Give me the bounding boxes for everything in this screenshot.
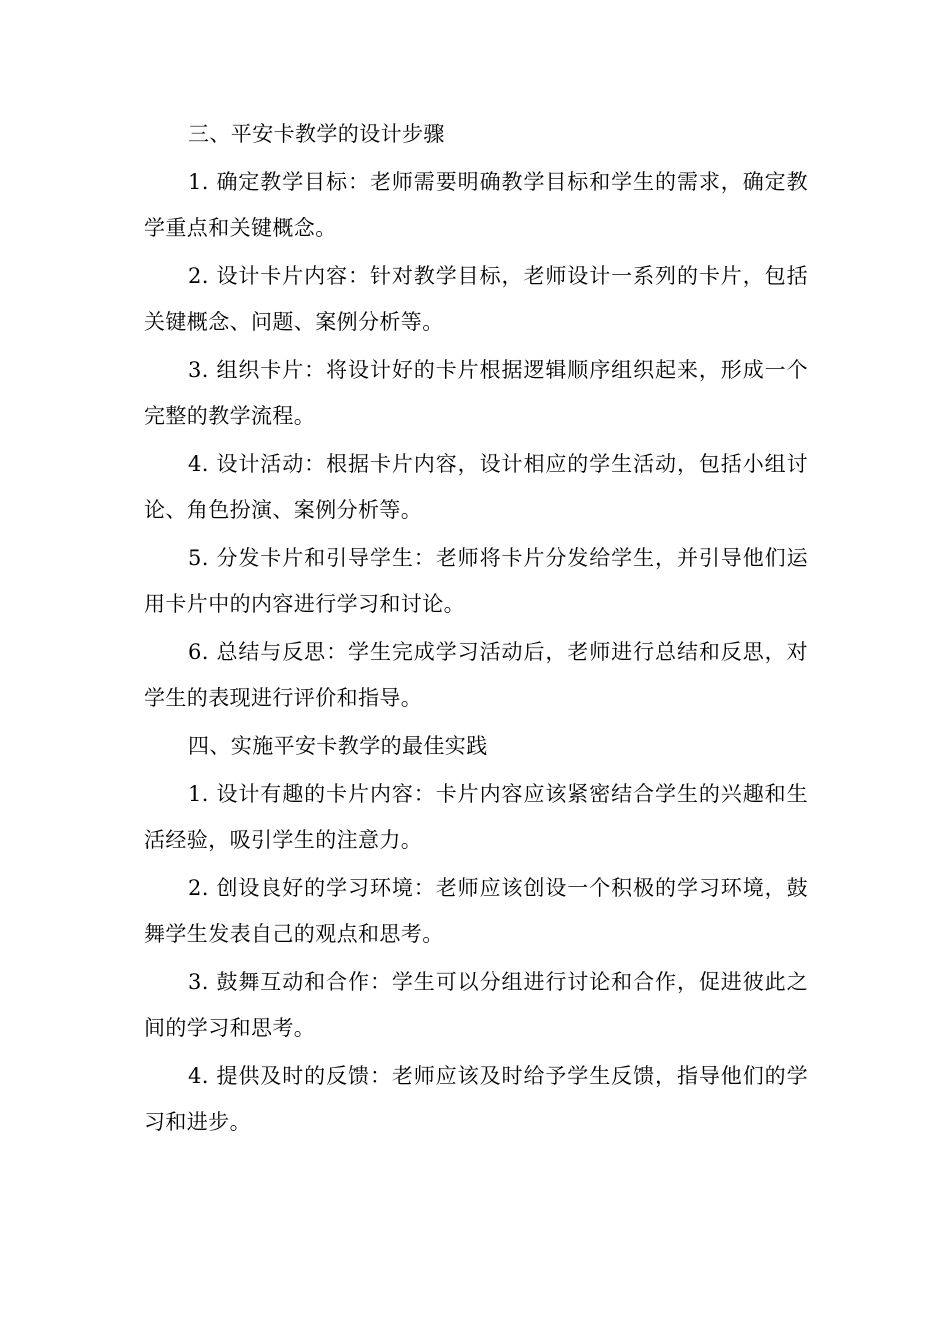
section-4-item-4: 4. 提供及时的反馈：老师应该及时给予学生反馈，指导他们的学习和进步。 xyxy=(144,1064,808,1134)
document-body xyxy=(144,111,808,1147)
section-3-item-3: 3. 组织卡片：将设计好的卡片根据逻辑顺序组织起来，形成一个完整的教学流程。 xyxy=(144,358,808,428)
section-heading-4: 四、实施平安卡教学的最佳实践 xyxy=(188,734,488,758)
section-4-item-2: 2. 创设良好的学习环境：老师应该创设一个积极的学习环境，鼓舞学生发表自己的观点和思考。 xyxy=(144,876,808,946)
section-4-item-1: 1. 设计有趣的卡片内容：卡片内容应该紧密结合学生的兴趣和生活经验，吸引学生的注意力。 xyxy=(144,782,808,852)
section-3-item-2: 2. 设计卡片内容：针对教学目标，老师设计一系列的卡片，包括关键概念、问题、案例分析等。 xyxy=(144,264,808,334)
section-3-item-1: 1. 确定教学目标：老师需要明确教学目标和学生的需求，确定教学重点和关键概念。 xyxy=(144,170,808,240)
section-4-item-3: 3. 鼓舞互动和合作：学生可以分组进行讨论和合作，促进彼此之间的学习和思考。 xyxy=(144,970,808,1040)
section-heading-3: 三、平安卡教学的设计步骤 xyxy=(188,122,445,146)
section-3-item-4: 4. 设计活动：根据卡片内容，设计相应的学生活动，包括小组讨论、角色扮演、案例分析等。 xyxy=(144,452,808,522)
section-3-item-6: 6. 总结与反思：学生完成学习活动后，老师进行总结和反思，对学生的表现进行评价和指导。 xyxy=(144,640,808,710)
section-3-item-5: 5. 分发卡片和引导学生：老师将卡片分发给学生，并引导他们运用卡片中的内容进行学习和讨论。 xyxy=(144,546,808,616)
